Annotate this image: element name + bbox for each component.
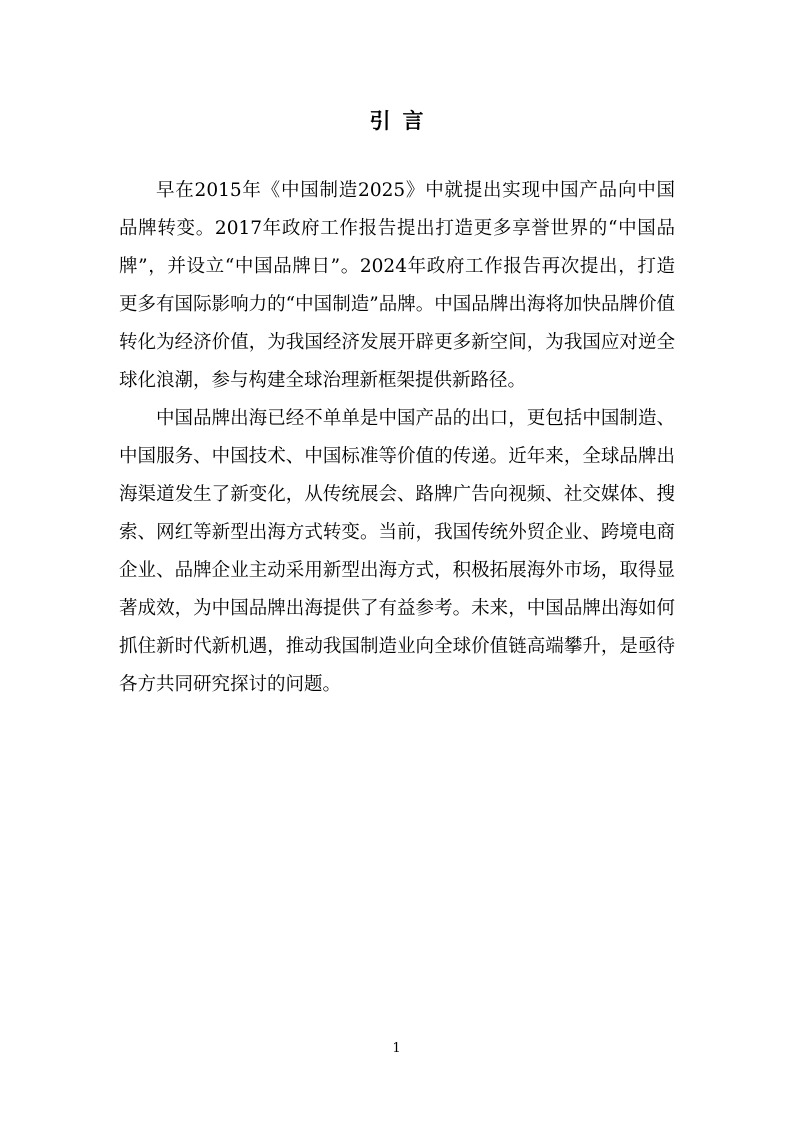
- paragraph-1: 早在2015年《中国制造2025》中就提出实现中国产品向中国品牌转变。2017年政府工作报告提出打造更多享誉世界的“中国品牌”，并设立“中国品牌日”。2024年政府工作报告再次提出，打造更多有国际影响力的“中国制造”品牌。中国品牌出海将加快品牌价值转化为经济价值，为我国经济发展开辟更多新空间，为我国应对逆全球化浪潮，参与构建全球治理新框架提供新路径。: [119, 180, 675, 391]
- page-number: 1: [392, 1041, 401, 1056]
- document-body: [119, 172, 675, 704]
- paragraph-2: 中国品牌出海已经不单单是中国产品的出口，更包括中国制造、中国服务、中国技术、中国标准等价值的传递。近年来，全球品牌出海渠道发生了新变化，从传统展会、路牌广告向视频、社交媒体、搜索、网红等新型出海方式转变。当前，我国传统外贸企业、跨境电商企业、品牌企业主动采用新型出海方式，积极拓展海外市场，取得显著成效，为中国品牌出海提供了有益参考。未来，中国品牌出海如何抓住新时代新机遇，推动我国制造业向全球价值链高端攀升，是亟待各方共同研究探讨的问题。: [119, 408, 675, 695]
- page-title: 引言: [369, 108, 436, 133]
